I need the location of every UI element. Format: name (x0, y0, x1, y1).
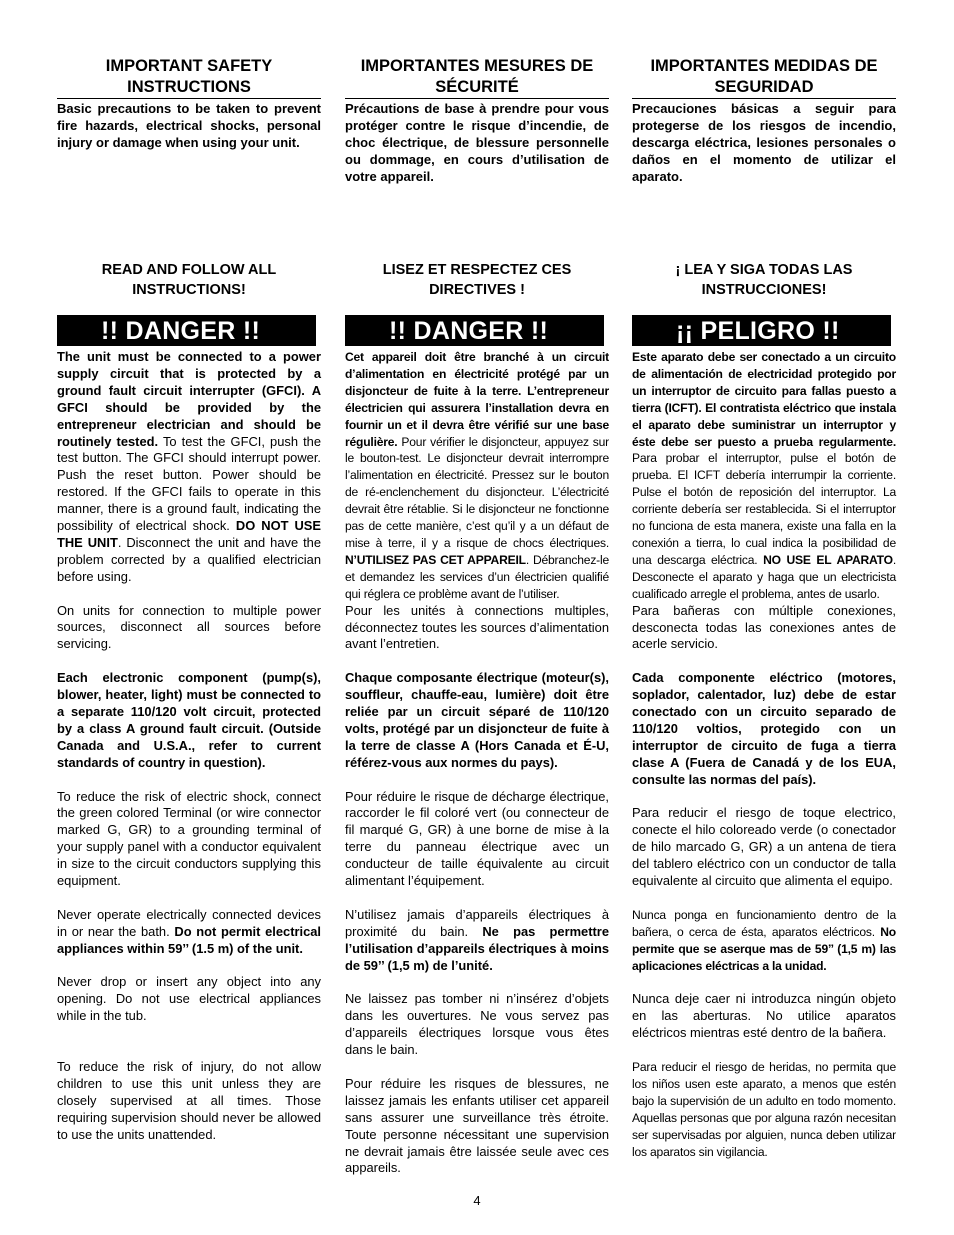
gfci-test-text: Para probar el interruptor, pulse el botón de prueba. El ICFT debería interrumpir la corriente. Pulse el botón de reposición del interruptor. La corriente debería ser restablecida. Si el interruptor no funciona de esta manera, existe una falla en la conexión a tierra, lo cual indica la posibilidad de una descarga eléctrica. (632, 451, 896, 567)
multiple-sources-paragraph: On units for connection to multiple power sources, disconnect all sources before servicing. (57, 602, 321, 652)
do-not-use-bold: N’UTILISEZ PAS CET APPAREIL (345, 552, 526, 567)
bath-appliances-text: N’utilisez jamais d’appareils électriques à proximité du bain. (345, 906, 609, 939)
spanish-column (632, 56, 896, 1159)
grounding-paragraph: Para reducir el riesgo de toque electrico, conecte el hilo coloreado verde (o conectador de hilo marcado G, GR) a un antena de tiera del tablero eléctrico con un conductor de talla equivalente al circuito que alimenta el equipo. (632, 805, 896, 889)
section-heading: IMPORTANTES MESURES DE SÉCURITÉ (360, 57, 594, 96)
components-circuit-paragraph: Chaque composante électrique (moteur(s), souffleur, chauffe-eau, lumière) doit être reliée par un circuit séparé de 110/120 volts, protégé par un disjoncteur de fuite à la terre de classe A (Hors Canada et É-U, référez-vous aux normes du pays). (345, 670, 609, 770)
openings-paragraph: Ne laissez pas tomber ni n’insérez d’objets dans les ouvertures. Ne vous servez pas d’appareils électriques lorsque vous êtes dans le bain. (345, 991, 609, 1058)
gfci-after-text: . Disconnect the unit and have the problem corrected by a qualified electrician before using. (57, 534, 322, 584)
danger-banner: !! DANGER !! (345, 315, 604, 346)
bath-appliances-paragraph (632, 907, 896, 975)
page-number: 4 (473, 1193, 481, 1208)
children-paragraph: Para reducir el riesgo de heridas, no permita que los niños usen este aparato, a menos que estén bajo la supervisión de un adulto en todo momento. Aquellas personas que por alguna razón necesitan ser supervisadas por alguien, nunca deben utilizar los aparatos sin vigilancia. (632, 1059, 896, 1159)
do-not-use-bold: NO USE EL APARATO (763, 552, 893, 567)
openings-paragraph: Nunca deje caer ni introduzca ningún objeto en las aberturas. No utilice aparatos eléctricos mientras esté dentro de la bañera. (632, 991, 896, 1041)
multiple-sources-paragraph: Para bañeras con múltiple conexiones, desconecta todas las conexiones antes de acerle servicio. (632, 602, 896, 652)
instructions-body (345, 349, 609, 1177)
components-circuit-paragraph: Each electronic component (pump(s), blower, heater, light) must be connected to a separate 110/120 volt circuit, protected by a class A ground fault circuit. (Outside Canada and U.S.A., refer to current standards of country in question). (57, 670, 321, 770)
gfci-paragraph (345, 349, 609, 603)
bath-appliances-paragraph (57, 907, 321, 958)
gfci-after-text: . Débranchez-le et demandez les services d’un électricien qualifié qui réglera ce problème avant de l’utiliser. (345, 552, 609, 601)
gfci-warning-bold: Cet appareil doit être branché à un circuit d’alimentation en électricité protégé par un disjoncteur de fuite à la terre. L’entrepreneur électricien qui assurera l’installation devra en fournir un et il devra être vérifié sur une base régulière. (345, 350, 609, 449)
gfci-warning-bold: The unit must be connected to a power supply circuit that is protected by a ground fault circuit interrupter (GFCI). A GFCI should be provided by the entrepreneur electrician and should be routinely tested. (57, 349, 321, 449)
english-column (57, 56, 322, 1142)
intro-text: Précautions de base à prendre pour vous protéger contre le risque d’incendie, de choc électrique, de blessure personnelle ou dommage, en cours d’utilisation de votre appareil. (345, 101, 609, 184)
gfci-test-text: To test the GFCI, push the test button. The GFCI should interrupt power. Push the reset button. Power should be restored. If the GFCI fails to operate in this manner, there is a ground fault, indicating the possibility of electrical shock. (57, 433, 321, 534)
section-heading: IMPORTANTES MEDIDAS DE SEGURIDAD (650, 57, 878, 96)
children-paragraph: To reduce the risk of injury, do not allow children to use this unit unless they are closely supervised at all times. Those requiring supervision should never be allowed to use the units unattended. (57, 1058, 321, 1142)
bath-appliances-paragraph (345, 907, 609, 975)
bath-appliances-text: Nunca ponga en funcionamiento dentro de la bañera, o cerca de ésta, aparatos eléctricos. (632, 907, 896, 939)
bath-appliances-text: Never operate electrically connected devices in or near the bath. (57, 906, 321, 939)
danger-banner: ¡¡ PELIGRO !! (632, 315, 891, 346)
danger-banner: !! DANGER !! (57, 315, 316, 346)
heading-rule (345, 98, 609, 99)
intro-text: Basic precautions to be taken to prevent fire hazards, electrical shocks, personal injury or damage when using your unit. (57, 101, 321, 150)
bath-appliances-bold: Ne pas permettre l’utilisation d’appareils électriques à moins de 59’’ (1,5 m) de l’unité. (345, 923, 609, 973)
bath-appliances-bold: Do not permit electrical appliances within 59’’ (1.5 m) of the unit. (57, 923, 322, 956)
read-follow-heading: ¡ LEA Y SIGA TODAS LAS INSTRUCCIONES! (675, 262, 853, 298)
multiple-sources-paragraph: Pour les unités à connections multiples, déconnectez toutes les sources d’alimentation avant l’entretien. (345, 602, 609, 652)
grounding-paragraph: Pour réduire le risque de décharge électrique, raccorder le fil coloré vert (ou connecteur de fil marqué G, GR) à une borne de mise à la terre du panneau électrique avec un conducteur de taille équivalente au circuit alimentant l’équipement. (345, 788, 609, 889)
bath-appliances-bold: No permite que se aserque mas de 59’’ (1,5 m) las aplicaciones eléctricas a la unidad. (632, 924, 896, 973)
gfci-paragraph (632, 349, 896, 603)
heading-rule (57, 98, 321, 99)
instructions-body (632, 349, 896, 1160)
instructions-body (57, 349, 321, 1144)
read-follow-heading: LISEZ ET RESPECTEZ CES DIRECTIVES ! (382, 262, 572, 298)
gfci-after-text: . Desconecte el aparato y haga que un electricista cualificado arregle el problema, antes de usarlo. (632, 552, 896, 601)
components-circuit-paragraph: Cada componente eléctrico (motores, soplador, calentador, luz) debe de estar conectado con un circuito separado de 110/120 voltios, protegido con un interruptor de circuito de fuga a tierra clase A (Fuera de Canadá y de los EUA, consulte las normas del país). (632, 670, 896, 787)
read-follow-heading: READ AND FOLLOW ALL INSTRUCTIONS! (101, 262, 277, 298)
gfci-warning-bold: Este aparato debe ser conectado a un circuito de alimentación de electricidad protegido por un interruptor de circuito para fallas puesto a tierra (ICFT). El contratista eléctrico que instala el aparato debe suministrar un interruptor y éste debe ser puesto a prueba regularmente. (632, 350, 896, 449)
do-not-use-bold: DO NOT USE THE UNIT (57, 518, 322, 550)
gfci-test-text: Pour vérifier le disjoncteur, appuyez sur le bouton-test. Le disjoncteur devrait interrompre l’alimentation en électricité. Pressez sur le bouton de ré-enclenchement du disjoncteur. L’électricité devrait être rétablie. Si le disjoncteur ne fonctionne pas de cette manière, c’est qu’il y a un défaut de mise à terre, il y a risque de chocs électriques. (345, 434, 609, 550)
children-paragraph: Pour réduire les risques de blessures, ne laissez jamais les enfants utiliser cet appareil sans assurer une surveillance très étroite. Toute personne nécessitant une supervision ne devrait jamais être laissée seule avec ces appareils. (345, 1075, 609, 1176)
french-column (345, 56, 609, 1176)
section-heading: IMPORTANT SAFETY INSTRUCTIONS (105, 57, 273, 96)
heading-rule (632, 98, 896, 99)
intro-text: Precauciones básicas a seguir para protegerse de los riesgos de incendio, descarga eléctrica, lesiones personales o daños en el momento de utilizar el aparato. (632, 101, 896, 184)
grounding-paragraph: To reduce the risk of electric shock, connect the green colored Terminal (or wire connector marked G, GR) to a grounding terminal of your supply panel with a conductor equivalent in size to the circuit conductors supplying this equipment. (57, 788, 321, 889)
gfci-paragraph (57, 349, 321, 586)
openings-paragraph: Never drop or insert any object into any opening. Do not use electrical appliances while in the tub. (57, 974, 321, 1024)
